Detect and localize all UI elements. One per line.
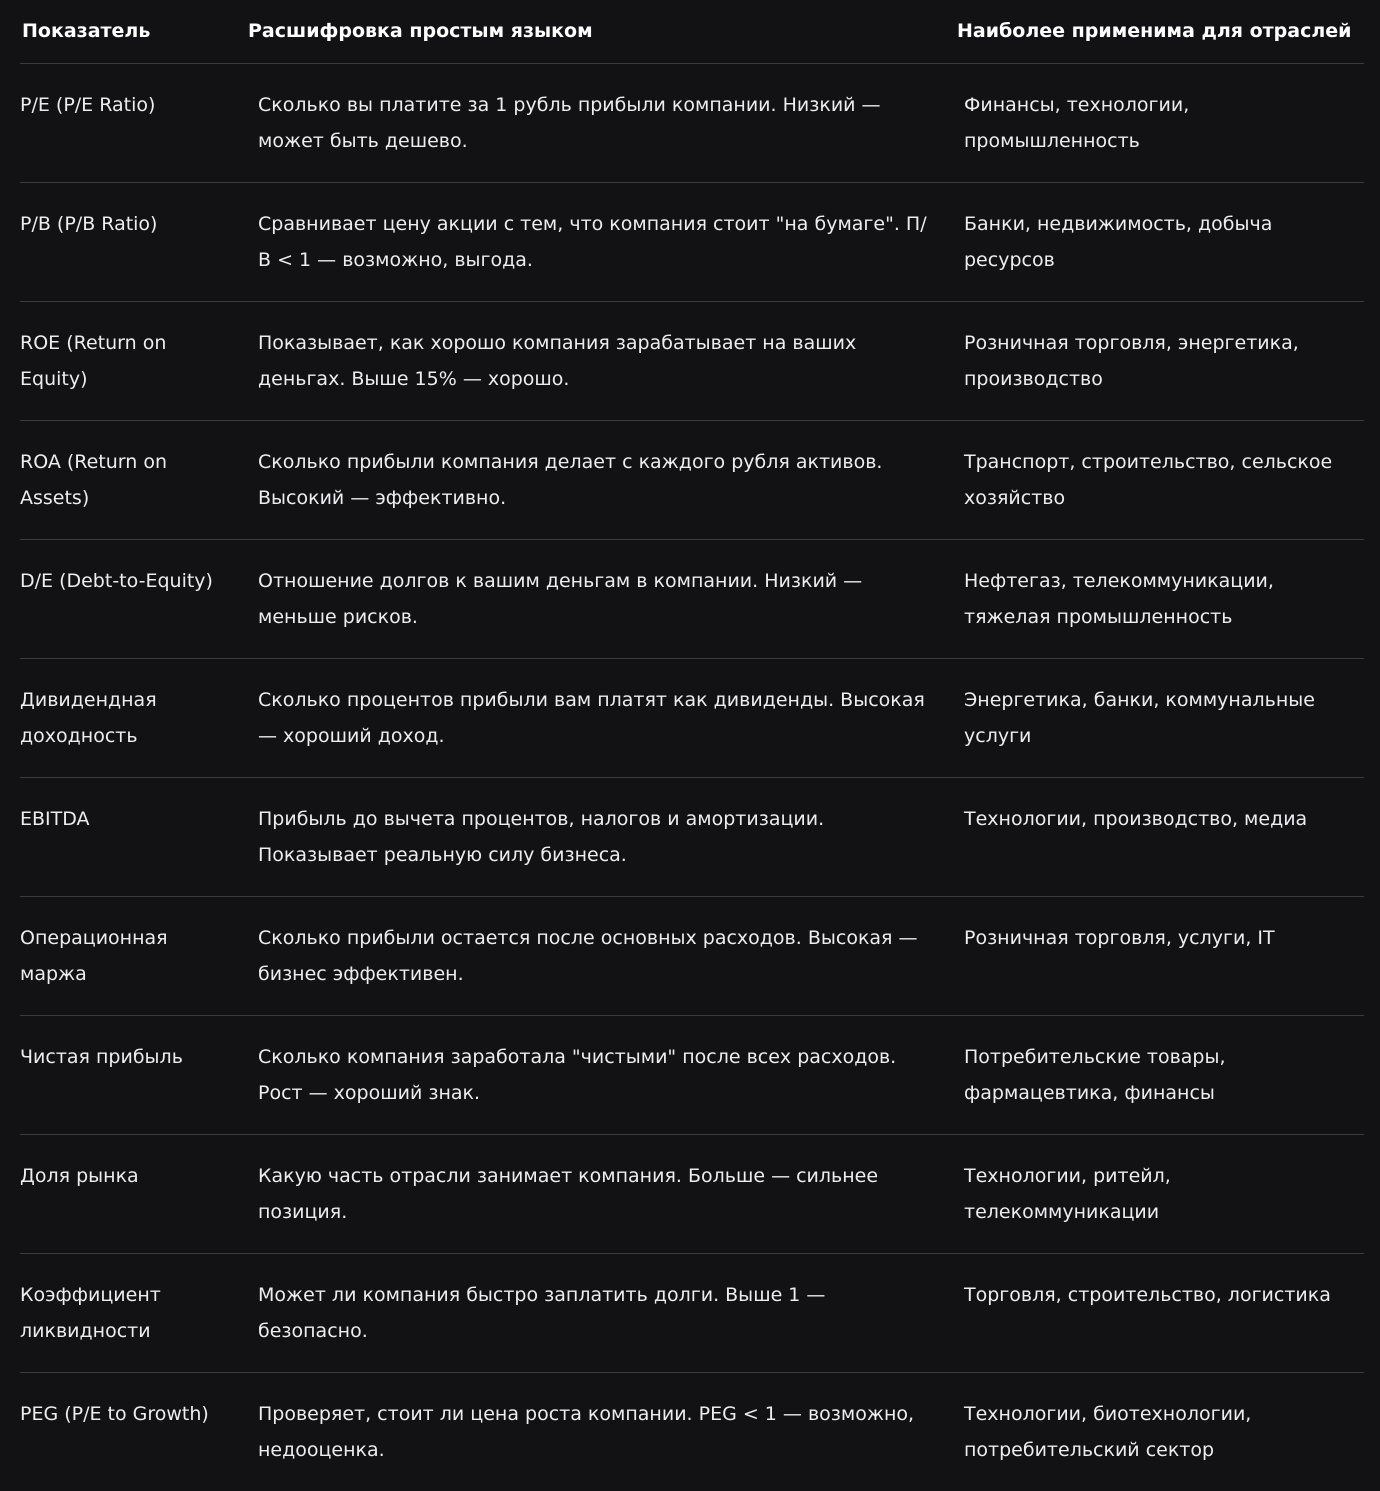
cell-industries: Банки, недвижимость, добыча ресурсов bbox=[944, 182, 1364, 301]
table-body bbox=[20, 63, 1364, 1491]
cell-metric: D/E (Debt-to-Equity) bbox=[20, 539, 239, 658]
cell-description: Отношение долгов к вашим деньгам в компании. Низкий — меньше рисков. bbox=[239, 539, 944, 658]
cell-description: Может ли компания быстро заплатить долги. Выше 1 — безопасно. bbox=[239, 1253, 944, 1372]
cell-description: Проверяет, стоит ли цена роста компании. PEG < 1 — возможно, недооценка. bbox=[258, 1402, 915, 1461]
cell-industries: Финансы, технологии, промышленность bbox=[944, 63, 1364, 182]
cell-industries: Технологии, биотехнологии, потребительский сектор bbox=[964, 1402, 1252, 1461]
cell-industries: Потребительские товары, фармацевтика, финансы bbox=[944, 1015, 1364, 1134]
table-row bbox=[20, 182, 1364, 301]
cell-metric: PEG (P/E to Growth) bbox=[20, 1402, 209, 1425]
cell-metric: Доля рынка bbox=[20, 1134, 239, 1253]
table-row bbox=[20, 1134, 1364, 1253]
metrics-table-container bbox=[20, 0, 1364, 1491]
table-row bbox=[20, 896, 1364, 1015]
cell-description: Сравнивает цену акции с тем, что компания стоит "на бумаге". П/В < 1 — возможно, выгода. bbox=[239, 182, 944, 301]
table-row bbox=[20, 1372, 1364, 1491]
table-row bbox=[20, 658, 1364, 777]
cell-description: Сколько компания заработала "чистыми" после всех расходов. Рост — хороший знак. bbox=[239, 1015, 944, 1134]
cell-description: Сколько вы платите за 1 рубль прибыли компании. Низкий — может быть дешево. bbox=[239, 63, 944, 182]
cell-description: Показывает, как хорошо компания зарабатывает на ваших деньгах. Выше 15% — хорошо. bbox=[239, 301, 944, 420]
cell-industries: Технологии, производство, медиа bbox=[944, 777, 1364, 896]
cell-description: Сколько процентов прибыли вам платят как дивиденды. Высокая — хороший доход. bbox=[239, 658, 944, 777]
table-row bbox=[20, 301, 1364, 420]
cell-industries: Транспорт, строительство, сельское хозяйство bbox=[944, 420, 1364, 539]
header-description: Расшифровка простым языком bbox=[239, 0, 944, 63]
cell-industries: Технологии, ритейл, телекоммуникации bbox=[944, 1134, 1364, 1253]
cell-metric: ROA (Return on Assets) bbox=[20, 420, 239, 539]
cell-metric: Коэффициент ликвидности bbox=[20, 1253, 239, 1372]
cell-description: Сколько прибыли остается после основных расходов. Высокая — бизнес эффективен. bbox=[239, 896, 944, 1015]
header-metric: Показатель bbox=[20, 0, 239, 63]
cell-metric: P/E (P/E Ratio) bbox=[20, 63, 239, 182]
table-row bbox=[20, 420, 1364, 539]
cell-description: Сколько прибыли компания делает с каждого рубля активов. Высокий — эффективно. bbox=[239, 420, 944, 539]
table-row bbox=[20, 539, 1364, 658]
cell-industries: Розничная торговля, услуги, IT bbox=[944, 896, 1364, 1015]
table-header bbox=[20, 0, 1364, 63]
cell-metric: ROE (Return on Equity) bbox=[20, 301, 239, 420]
cell-industries: Нефтегаз, телекоммуникации, тяжелая промышленность bbox=[944, 539, 1364, 658]
table-row bbox=[20, 1015, 1364, 1134]
cell-metric: EBITDA bbox=[20, 777, 239, 896]
table-row bbox=[20, 63, 1364, 182]
cell-industries: Розничная торговля, энергетика, производство bbox=[944, 301, 1364, 420]
header-row bbox=[20, 0, 1364, 63]
table-row bbox=[20, 1253, 1364, 1372]
cell-metric: Операционная маржа bbox=[20, 896, 239, 1015]
cell-industries: Торговля, строительство, логистика bbox=[944, 1253, 1364, 1372]
metrics-table bbox=[20, 0, 1364, 1491]
cell-metric: Дивидендная доходность bbox=[20, 658, 239, 777]
cell-description: Прибыль до вычета процентов, налогов и амортизации. Показывает реальную силу бизнеса. bbox=[239, 777, 944, 896]
cell-metric: Чистая прибыль bbox=[20, 1015, 239, 1134]
header-industries: Наиболее применима для отраслей bbox=[944, 0, 1364, 63]
cell-industries: Энергетика, банки, коммунальные услуги bbox=[944, 658, 1364, 777]
cell-metric: P/B (P/B Ratio) bbox=[20, 182, 239, 301]
table-row bbox=[20, 777, 1364, 896]
cell-description: Какую часть отрасли занимает компания. Больше — сильнее позиция. bbox=[239, 1134, 944, 1253]
